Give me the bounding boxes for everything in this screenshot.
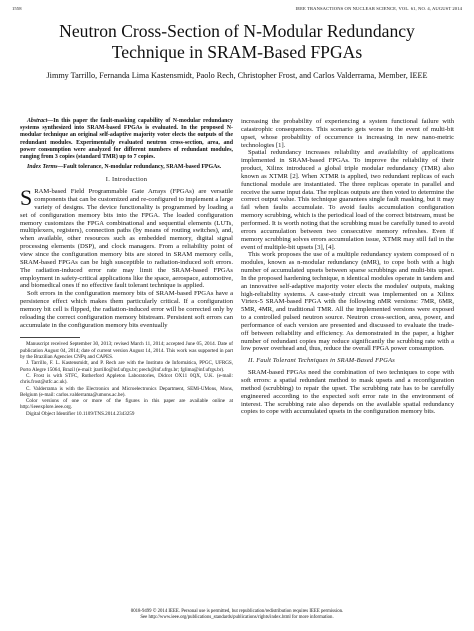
intro-paragraph-1-text: RAM-based Field Programmable Gate Arrays (FPGAs) are versatile components that can be customized and re-configured to implement a large variety of designs. The device functionality is programmed by loading a set of configuration memory bits into the FPGA. The loaded configuration memory customizes the FPGA combinational and sequential elements (LUTs, multiplexers, registers), connection paths (by means of routing switches), and, when available, other resources such as embedded memory, digital signal processing elements (DSP), and clock managers. From a reliability point of view since the configuration memory bits are stored in SRAM memory cells, SRAM-based FPGAs can be high susceptible to radiation-induced soft errors. The radiation-induced error rate may limit the SRAM-based FPGAs employment in safety-critical applications like the space, aerospace, automotive, and biomedical ones if no effective fault tolerant technique is applied. — [20, 188, 233, 290]
copyright-line-1: 0018-9499 © 2014 IEEE. Personal use is permitted, but republication/redistribution requires IEEE permission. — [130, 609, 344, 614]
drop-cap: S — [20, 185, 33, 211]
section-heading-introduction: I. Introduction — [105, 176, 148, 184]
index-terms-text: Fault tolerance, N-modular redundancy, SRAM-based FPGAs. — [63, 164, 222, 171]
right-paragraph-4: SRAM-based FPGAs need the combination of two techniques to cope with soft errors: a spatial redundant method to mask upsets and a reconfiguration method (scrubbing) to repair the upset. The scrubbing rate has to be carefully engineered according to the expected soft error rate in the environment of interest. The scrubbing rate also depends on the available spatial redundancy copies to cope with accumulated upsets in the configuration memory bits. — [241, 369, 454, 416]
footnote-affiliation-3: C. Valderrama is with the Electronics and Microelectronics Department, SEMi-UMons, Mons, Belgium (e-mail: carlos.valderrama@umons.ac.be). — [20, 385, 233, 398]
abstract-label: Abstract— — [27, 118, 54, 124]
title-line-2: Technique in SRAM-Based FPGAs — [111, 42, 363, 62]
footnote-divider — [20, 337, 80, 338]
copyright-footer — [0, 609, 474, 621]
intro-paragraph-1 — [20, 185, 233, 290]
running-header: IEEE TRANSACTIONS ON NUCLEAR SCIENCE, VOL. 61, NO. 4, AUGUST 2014 — [295, 6, 462, 11]
title-line-1: Neutron Cross-Section of N-Modular Redundancy — [59, 21, 415, 41]
footnote-color: Color versions of one or more of the figures in this paper are available online at http://ieeexplore.ieee.org. — [20, 398, 233, 411]
right-paragraph-3: This work proposes the use of a multiple redundancy system composed of n modules, known as n-modular redundancy (nMR), to cope both with a high number of accumulated upsets between sparse scrubbings and multi-bits upset. In the proposed hardening technique, n identical modules operate in tandem and an innovative self-adaptive majority voter elects the modules' outputs, making high-reliability systems. A case-study circuit was implemented on a Xilinx Virtex-5 SRAM-based FPGA with the following nMR versions: 7MR, 6MR, 5MR, 4MR, and traditional TMR. All the implemented versions were exposed to a controlled pulsed neutron source. Neutron cross-section, area, power, and performance of each version are presented and discussed to evaluate the trade-off between reliability and efficiency. As demonstrated in the paper, a higher number of redundant copies may reduce significantly the scrubbing rate with a low power overhead and, thus, reduce the overall FPGA power consumption. — [241, 251, 454, 353]
right-paragraph-1: increasing the probability of experiencing a system functional failure with catastrophic consequences. This scenario gets worse in the event of multi-bit upset, whose probability of occurrence is increasing in new nano-metric technologies [1]. — [241, 118, 454, 149]
footnote-affiliation-2: C. Frost is with STFC, Rutherford Appleton Laboratories, Didcot OX11 0QX, U.K. (e-mail: chris.frost@stfc.ac.uk). — [20, 372, 233, 386]
intro-paragraph-2: Soft errors in the configuration memory bits of SRAM-based FPGAs have a persistence effect which makes them particularly critical. If a configuration memory bit cell is flipped, the radiation-induced error will be corrected only by reloading the correct configuration memory bitstream. Persistent soft errors can accumulate in the configuration memory bits eventually — [20, 290, 233, 329]
copyright-line-2: See http://www.ieee.org/publications_standards/publications/rights/index.html for more information. — [140, 615, 334, 620]
footnote-doi: Digital Object Identifier 10.1109/TNS.2014.2343259 — [26, 410, 135, 417]
index-terms-label: Index Terms— — [27, 164, 64, 171]
right-column — [241, 118, 454, 416]
index-terms — [20, 164, 233, 171]
left-column — [20, 118, 233, 417]
right-paragraph-2: Spatial redundancy increases reliability and availability of applications implemented in SRAM-based FPGAs. To improve the reliability of their product, Xilinx introduced a global triple modular redundancy (TMR) also known as XTMR [2]. When XTMR is applied, two redundant replicas of each functional module are instantiated. The three replicas operate in parallel and receive the same input data. The replicas outputs are then voted to determine the correct output value. This technique guarantees single fault masking, but it may fail when faults accumulate. To avoid faults accumulation configuration memory scrubbing, which is the periodical load of the correct bitstream, must be performed. It is worth noting that the scrubbing must be carefully tuned to avoid errors accumulation between two consecutive memory refreshes. Even if memory scrubbing solves errors accumulation issue, XTMR may still fail in the event of multiple-bit upsets [3], [4]. — [241, 149, 454, 251]
section-heading-fault-tolerant: II. Fault Tolerant Techniques in SRAM-Based FPGAs — [248, 357, 395, 365]
abstract-text: In this paper the fault-masking capability of N-modular redundancy systems synthesized into SRAM-based FPGAs is evaluated. In the proposed N-modular technique an original self-adaptive majority voter elects the outputs of the redundant modules. Experimentally evaluated neutron cross-section, area, and power consumption were analyzed for different numbers of redundant modules, ranging from 3 copies (standard TMR) up to 7 copies. — [20, 118, 233, 161]
page-number: 1558 — [12, 6, 22, 11]
author-list: Jimmy Tarrillo, Fernanda Lima Kastensmidt, Paolo Rech, Christopher Frost, and Carlos Valderrama, Member, IEEE — [46, 71, 428, 80]
footnote-received: Manuscript received September 30, 2013; revised March 11, 2014; accepted June 05, 2014. Date of publication August 04, 2014; date of current version August 14, 2014. This work was supported in part by the Brazilian Agencies CNPq and CAPES. — [20, 341, 233, 361]
footnote-affiliation-1: J. Tarrillo, F. L. Kastensmidt, and P. Rech are with the Instituto de Informática, PPGC, UFRGS, Porto Alegre 15064, Brazil (e-mail: jtarrillo@inf.ufrgs.br; prech@inf.ufrgs.br; fglima@inf.ufrgs.br). — [20, 360, 233, 373]
paper-title — [0, 21, 474, 63]
abstract — [20, 118, 233, 161]
